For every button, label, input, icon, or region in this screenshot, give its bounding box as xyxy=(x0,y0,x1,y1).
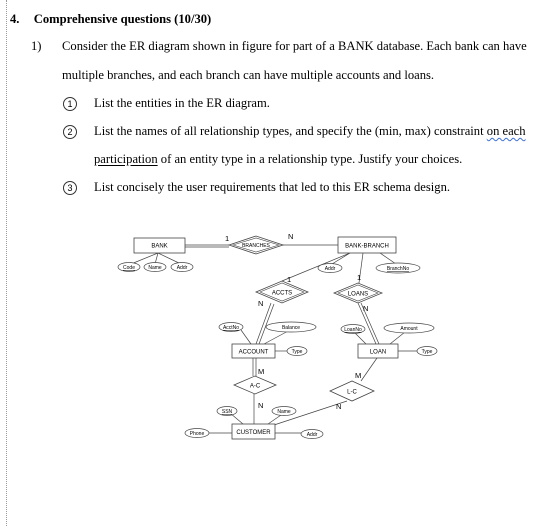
svg-text:Code: Code xyxy=(123,265,135,271)
card-lc-customer: N xyxy=(336,402,342,411)
card-branches-bank: 1 xyxy=(225,234,230,243)
svg-text:LOANS: LOANS xyxy=(347,291,369,298)
attribute-ssn xyxy=(217,407,237,416)
entity-customer xyxy=(232,424,275,439)
attribute-amount xyxy=(384,323,434,333)
attribute-bank-name xyxy=(144,263,166,272)
attribute-loanno xyxy=(341,325,365,334)
attribute-bank-addr xyxy=(171,263,193,272)
card-lc-loan: M xyxy=(355,371,362,380)
entity-bank-branch xyxy=(338,237,396,253)
item-2-text-b: on each xyxy=(486,124,526,138)
relationship-loans xyxy=(334,283,382,303)
item-2-text-c: participation xyxy=(94,152,158,166)
svg-text:CUSTOMER: CUSTOMER xyxy=(236,430,271,436)
card-accts-branch: 1 xyxy=(287,275,292,284)
attribute-loan-type xyxy=(417,347,437,356)
svg-text:Name: Name xyxy=(148,265,162,271)
card-ac-customer: N xyxy=(258,401,264,410)
entity-account xyxy=(232,344,275,358)
entity-loan xyxy=(358,344,398,358)
attribute-customer-addr xyxy=(301,430,323,439)
svg-text:Addr: Addr xyxy=(306,432,318,438)
relationship-branches xyxy=(229,236,283,254)
card-ac-account: M xyxy=(258,367,265,376)
section-title: Comprehensive questions (10/30) xyxy=(33,12,212,26)
svg-text:SSN: SSN xyxy=(221,409,233,415)
relationship-l-c xyxy=(330,381,374,401)
svg-text:LoanNo: LoanNo xyxy=(344,327,362,333)
item-3-text: List concisely the user requirements that led to this ER schema design. xyxy=(94,180,451,194)
attribute-branch-no xyxy=(376,263,420,273)
item-1-text: List the entities in the ER diagram. xyxy=(94,96,270,110)
card-loans-loan: N xyxy=(363,304,369,313)
svg-text:AcctNo: AcctNo xyxy=(222,325,240,331)
svg-text:ACCTS: ACCTS xyxy=(271,290,293,297)
card-branches-branch: N xyxy=(288,232,294,241)
attribute-code xyxy=(118,263,140,272)
svg-text:Phone: Phone xyxy=(189,431,205,437)
attribute-customer-name xyxy=(272,407,296,416)
attribute-account-type xyxy=(287,347,307,356)
svg-text:BRANCHES: BRANCHES xyxy=(242,243,270,249)
question-line-1: Consider the ER diagram shown in figure for part of a BANK database. Each bank can have xyxy=(62,39,527,53)
svg-text:Addr: Addr xyxy=(324,266,336,272)
attribute-acctno xyxy=(219,323,243,332)
relationship-accts xyxy=(256,281,308,303)
attribute-phone xyxy=(185,429,209,438)
svg-text:A-C: A-C xyxy=(249,383,261,390)
svg-text:LOAN: LOAN xyxy=(369,349,387,356)
relationship-a-c xyxy=(234,376,276,394)
card-loans-branch: 1 xyxy=(357,273,362,282)
svg-text:L-C: L-C xyxy=(347,389,357,396)
item-3-marker: 3 xyxy=(63,181,77,195)
svg-text:Addr: Addr xyxy=(176,265,188,271)
attribute-branch-addr xyxy=(318,264,342,273)
item-2-text-d: of an entity type in a relationship type. Justify your choices. xyxy=(157,152,463,166)
item-1-marker: 1 xyxy=(63,97,77,111)
svg-text:BANK: BANK xyxy=(151,243,168,250)
svg-text:BranchNo: BranchNo xyxy=(386,266,410,272)
svg-text:Type: Type xyxy=(291,349,303,355)
svg-text:BANK-BRANCH: BANK-BRANCH xyxy=(345,243,389,250)
section-number: 4. xyxy=(10,12,20,26)
attribute-balance xyxy=(266,322,316,332)
connector-lines xyxy=(131,245,418,433)
svg-text:Amount: Amount xyxy=(400,326,418,332)
item-2-marker: 2 xyxy=(63,125,77,139)
svg-text:Name: Name xyxy=(277,409,291,415)
entity-bank xyxy=(134,238,185,253)
svg-text:Type: Type xyxy=(421,349,433,355)
svg-text:ACCOUNT: ACCOUNT xyxy=(238,349,269,356)
question-number: 1) xyxy=(31,39,42,53)
svg-text:Balance: Balance xyxy=(281,325,301,331)
card-accts-account: N xyxy=(258,299,264,308)
item-2-text-a: List the names of all relationship types, and specify the (min, max) constraint xyxy=(94,124,487,138)
question-line-2: multiple branches, and each branch can have multiple accounts and loans. xyxy=(62,68,435,82)
